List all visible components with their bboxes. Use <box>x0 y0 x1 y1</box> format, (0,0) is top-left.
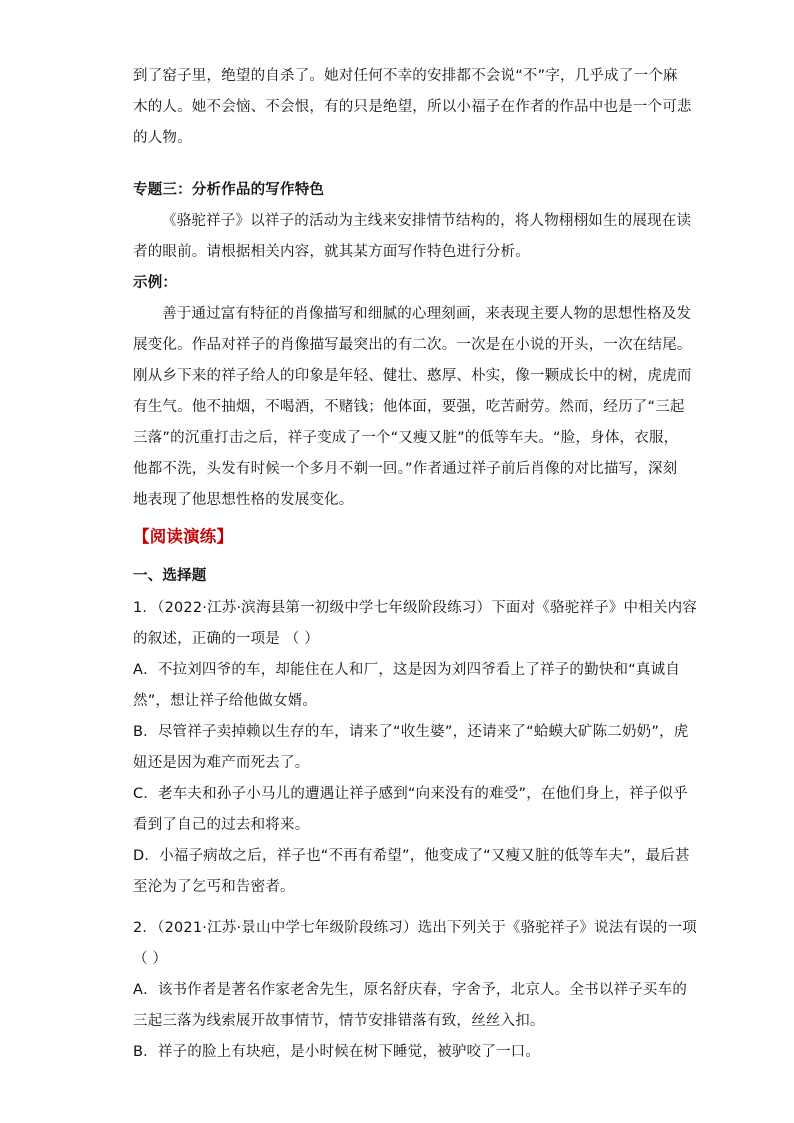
question-stem: 的叙述，正确的一项是 （ ） <box>133 631 320 647</box>
text-line: 的人物。 <box>133 130 192 146</box>
intro-paragraph <box>133 66 692 159</box>
question-1 <box>133 598 697 908</box>
text-line: 三落”的沉重打击之后，祥子变成了一个“又瘦又脏”的低等车夫。“脸，身体，衣服， <box>133 430 679 446</box>
text-line: 《骆驼祥子》以祥子的活动为主线来安排情节结构的，将人物栩栩如生的展现在读 <box>162 213 692 229</box>
question-stem: 2．（2021·江苏·景山中学七年级阶段练习）选出下列关于《骆驼祥子》说法有误的一项 <box>133 920 697 936</box>
section-heading: 专题三：分析作品的写作特色 <box>133 182 325 198</box>
option-b: B．尽管祥子卖掉赖以生存的车，请来了“收生婆”，还请来了“蛤蟆大矿陈二奶奶”，虎 <box>133 724 689 740</box>
option-c-cont: 看到了自己的过去和将来。 <box>133 817 310 833</box>
option-b: B．祥子的脸上有块疤，是小时候在树下睡觉，被驴咬了一口。 <box>133 1044 541 1060</box>
question-stem: 1．（2022·江苏·滨海县第一初级中学七年级阶段练习）下面对《骆驼祥子》中相关内容 <box>133 600 697 616</box>
option-c: C．老车夫和孙子小马儿的遭遇让祥子感到“向来没有的难受”，在他们身上，祥子似乎 <box>133 786 688 802</box>
text-line: 木的人。她不会恼、不会恨，有的只是绝望，所以小福子在作者的作品中也是一个可悲 <box>133 99 692 115</box>
example-label: 示例： <box>133 275 178 291</box>
option-b-cont: 妞还是因为难产而死去了。 <box>133 755 310 771</box>
option-a: A．不拉刘四爷的车，却能住在人和厂，这是因为刘四爷看上了祥子的勤快和“真诚自 <box>133 662 681 678</box>
option-a-cont: 三起三落为线索展开故事情节，情节安排错落有致，丝丝入扣。 <box>133 1013 545 1029</box>
topic-prompt <box>133 211 692 273</box>
text-line: 到了窑子里，绝望的自杀了。她对任何不幸的安排都不会说“不”字，几乎成了一个麻 <box>133 68 678 84</box>
text-line: 刚从乡下来的祥子给人的印象是年轻、健壮、憨厚、朴实，像一颗成长中的树，虎虎而 <box>133 368 692 384</box>
option-a: A．该书作者是著名作家老舍先生，原名舒庆春，字舍予，北京人。全书以祥子买车的 <box>133 982 688 998</box>
question-stem: （ ） <box>133 951 168 967</box>
practice-heading: 【阅读演练】 <box>133 527 234 546</box>
example-paragraph <box>133 304 692 521</box>
option-d-cont: 至沦为了乞丐和告密者。 <box>133 879 295 895</box>
text-line: 他都不洗，头发有时候一个多月不剃一回。”作者通过祥子前后肖像的对比描写，深刻 <box>133 461 678 477</box>
option-a-cont: 然”，想让祥子给他做女婿。 <box>133 693 318 709</box>
text-line: 善于通过富有特征的肖像描写和细腻的心理刻画，来表现主要人物的思想性格及发 <box>162 306 692 322</box>
text-line: 有生气。他不抽烟，不喝酒，不赌钱；他体面，要强，吃苦耐劳。然而，经历了“三起 <box>133 399 685 415</box>
question-2 <box>133 918 697 1073</box>
text-line: 展变化。作品对祥子的肖像描写最突出的有二次。一次是在小说的开头，一次在结尾。 <box>133 337 692 353</box>
section-title: 一、选择题 <box>133 568 207 584</box>
text-line: 地表现了他思想性格的发展变化。 <box>133 492 354 508</box>
option-d: D．小福子病故之后，祥子也“不再有希望”，他变成了“又瘦又脏的低等车夫”，最后甚 <box>133 848 690 864</box>
text-line: 者的眼前。请根据相关内容，就其某方面写作特色进行分析。 <box>133 244 530 260</box>
